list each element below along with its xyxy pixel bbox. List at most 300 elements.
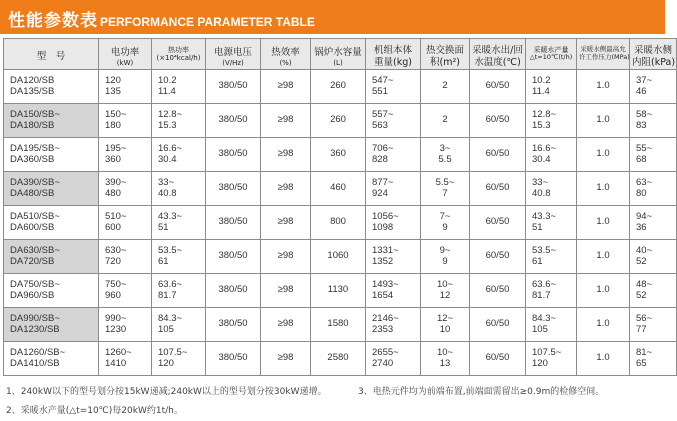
header-label: 型 号 xyxy=(36,50,66,62)
cell-line: 15.3 xyxy=(532,119,551,131)
col-header-weight xyxy=(366,39,421,70)
table-row xyxy=(4,206,677,240)
cell-max-pressure xyxy=(577,206,630,240)
cell-line: 48~ xyxy=(636,278,653,290)
cell-water-output xyxy=(526,70,577,104)
cell-weight xyxy=(366,138,421,172)
cell-line: 547~ xyxy=(372,74,394,86)
cell-resistance xyxy=(630,138,677,172)
cell-water-temp xyxy=(470,70,526,104)
cell-heat-power xyxy=(152,138,206,172)
cell-line: 10.2 xyxy=(158,74,177,86)
cell-line: 1580 xyxy=(327,318,349,330)
cell-line: 105 xyxy=(158,323,174,335)
table-header-row xyxy=(4,39,677,70)
cell-line: 120 xyxy=(105,74,121,86)
cell-max-pressure xyxy=(577,308,630,342)
cell-line: DA480/SB xyxy=(10,187,55,199)
cell-line: 11.4 xyxy=(158,85,176,97)
cell-line: DA960/SB xyxy=(10,289,55,301)
cell-line: 380/50 xyxy=(218,182,248,194)
cell-line: 53.5~ xyxy=(532,244,557,256)
col-header-exchange-area xyxy=(421,39,470,70)
header-label: 采暖水产量 xyxy=(533,46,569,55)
cell-max-pressure xyxy=(577,70,630,104)
cell-line: 61 xyxy=(158,255,169,267)
cell-line: 81.7 xyxy=(532,289,551,301)
cell-line: 60/50 xyxy=(485,114,510,126)
cell-line: 51 xyxy=(532,221,543,233)
cell-line: 11.4 xyxy=(532,85,550,97)
col-header-elec-power xyxy=(99,39,152,70)
cell-line: 36 xyxy=(636,221,647,233)
cell-line: 9 xyxy=(442,221,448,233)
cell-line: 52 xyxy=(636,289,647,301)
cell-resistance xyxy=(630,342,677,376)
cell-line: 81~ xyxy=(636,346,653,358)
cell-exchange-area xyxy=(421,308,470,342)
cell-line: 390~ xyxy=(105,176,127,188)
cell-line: 105 xyxy=(532,323,548,335)
cell-water-output xyxy=(526,342,577,376)
performance-table xyxy=(3,38,677,376)
cell-line: 800 xyxy=(330,216,346,228)
cell-line: 30.4 xyxy=(532,153,551,165)
cell-line: DA1230/SB xyxy=(10,323,60,335)
cell-line: 1.0 xyxy=(596,80,610,92)
cell-line: 80 xyxy=(636,187,647,199)
cell-efficiency xyxy=(261,70,311,104)
cell-line: 68 xyxy=(636,153,647,165)
cell-line: DA360/SB xyxy=(10,153,55,165)
cell-line: 40.8 xyxy=(532,187,551,199)
cell-heat-power xyxy=(152,274,206,308)
cell-line: 84.3~ xyxy=(158,312,183,324)
cell-line: DA135/SB xyxy=(10,85,55,97)
cell-line: DA180/SB xyxy=(10,119,55,131)
cell-water-output xyxy=(526,308,577,342)
cell-line: 61 xyxy=(532,255,543,267)
cell-line: 1.0 xyxy=(596,148,610,160)
cell-line: 1410 xyxy=(105,357,127,369)
cell-resistance xyxy=(630,274,677,308)
cell-heat-power xyxy=(152,240,206,274)
cell-efficiency xyxy=(261,308,311,342)
cell-heat-power xyxy=(152,70,206,104)
cell-line: DA1410/SB xyxy=(10,357,60,369)
cell-elec-power xyxy=(99,70,152,104)
cell-line: 16.6~ xyxy=(532,142,557,154)
table-row xyxy=(4,138,677,172)
cell-voltage xyxy=(206,104,261,138)
cell-water-volume xyxy=(311,172,366,206)
cell-line: 63.6~ xyxy=(158,278,183,290)
cell-line: 60/50 xyxy=(485,148,510,160)
cell-line: 10~ xyxy=(436,346,454,358)
cell-line: 2 xyxy=(442,80,448,92)
cell-line: 12.8~ xyxy=(158,108,183,120)
cell-line: 380/50 xyxy=(218,284,248,296)
header-label: 采暖水出/回 xyxy=(472,45,523,57)
cell-weight xyxy=(366,70,421,104)
header-unit: 水温度(℃) xyxy=(474,56,521,68)
cell-model xyxy=(4,342,99,376)
cell-heat-power xyxy=(152,342,206,376)
cell-water-temp xyxy=(470,240,526,274)
cell-line: DA120/SB xyxy=(10,74,55,86)
cell-model xyxy=(4,240,99,274)
cell-line: 9~ xyxy=(439,244,451,256)
cell-line: 60/50 xyxy=(485,250,510,262)
header-unit: △t=10℃(t/h) xyxy=(529,53,573,62)
cell-max-pressure xyxy=(577,240,630,274)
cell-elec-power xyxy=(99,172,152,206)
cell-line: 1493~ xyxy=(372,278,399,290)
cell-heat-power xyxy=(152,206,206,240)
cell-line: ≥98 xyxy=(277,284,294,296)
cell-resistance xyxy=(630,240,677,274)
cell-voltage xyxy=(206,342,261,376)
cell-water-volume xyxy=(311,206,366,240)
cell-water-temp xyxy=(470,274,526,308)
cell-water-output xyxy=(526,104,577,138)
header-unit: (L) xyxy=(333,59,343,68)
cell-efficiency xyxy=(261,138,311,172)
header-label: 采暖水侧 xyxy=(633,45,672,57)
col-header-water-output xyxy=(526,39,577,70)
cell-line: 1098 xyxy=(372,221,394,233)
cell-line: 380/50 xyxy=(218,352,248,364)
cell-efficiency xyxy=(261,342,311,376)
cell-line: 10~ xyxy=(436,278,454,290)
cell-elec-power xyxy=(99,138,152,172)
footnote-1: 1、240kW以下的型号划分按15kW递减;240kW以上的型号划分按30kW递增。 xyxy=(6,387,327,397)
cell-weight xyxy=(366,240,421,274)
cell-line: 1654 xyxy=(372,289,394,301)
header-label: 热效率 xyxy=(271,46,300,58)
title-bar xyxy=(0,0,665,34)
cell-water-volume xyxy=(311,104,366,138)
cell-line: 107.5~ xyxy=(158,346,188,358)
cell-line: 960 xyxy=(105,289,121,301)
cell-water-output xyxy=(526,274,577,308)
cell-line: 33~ xyxy=(158,176,175,188)
table-row xyxy=(4,308,677,342)
header-label: 热交换面 xyxy=(425,45,464,57)
cell-exchange-area xyxy=(421,206,470,240)
cell-model xyxy=(4,70,99,104)
cell-line: 720 xyxy=(105,255,121,267)
page-title xyxy=(8,6,315,31)
cell-line: 2580 xyxy=(327,352,349,364)
cell-line: 5.5 xyxy=(438,153,452,165)
cell-max-pressure xyxy=(577,342,630,376)
cell-water-output xyxy=(526,138,577,172)
header-label: 锅炉水容量 xyxy=(314,46,362,58)
cell-line: 7 xyxy=(442,187,448,199)
cell-line: 828 xyxy=(372,153,388,165)
cell-line: 9 xyxy=(442,255,448,267)
cell-model xyxy=(4,206,99,240)
col-header-water-volume xyxy=(311,39,366,70)
cell-exchange-area xyxy=(421,240,470,274)
cell-max-pressure xyxy=(577,138,630,172)
cell-line: 1.0 xyxy=(596,352,610,364)
cell-line: 380/50 xyxy=(218,250,248,262)
cell-line: 2146~ xyxy=(372,312,399,324)
col-header-efficiency xyxy=(261,39,311,70)
cell-heat-power xyxy=(152,308,206,342)
cell-line: 63~ xyxy=(636,176,653,188)
cell-line: 40~ xyxy=(636,244,653,256)
title-cn: 性能参数表 xyxy=(8,11,98,31)
cell-line: DA390/SB~ xyxy=(10,176,60,188)
cell-model xyxy=(4,274,99,308)
col-header-heat-power xyxy=(152,39,206,70)
cell-line: 56~ xyxy=(636,312,653,324)
cell-line: 15.3 xyxy=(158,119,177,131)
cell-line: 750~ xyxy=(105,278,127,290)
cell-line: 107.5~ xyxy=(532,346,562,358)
cell-line: 563 xyxy=(372,119,388,131)
cell-model xyxy=(4,172,99,206)
cell-line: DA750/SB~ xyxy=(10,278,60,290)
cell-resistance xyxy=(630,172,677,206)
cell-water-volume xyxy=(311,308,366,342)
cell-resistance xyxy=(630,308,677,342)
cell-line: 1260~ xyxy=(105,346,132,358)
cell-exchange-area xyxy=(421,274,470,308)
cell-line: 65 xyxy=(636,357,647,369)
cell-line: 1331~ xyxy=(372,244,399,256)
cell-water-volume xyxy=(311,138,366,172)
col-header-resistance xyxy=(630,39,677,70)
cell-elec-power xyxy=(99,274,152,308)
cell-line: 360 xyxy=(330,148,346,160)
cell-line: 120 xyxy=(158,357,174,369)
cell-line: 1.0 xyxy=(596,182,610,194)
cell-line: 12 xyxy=(439,289,451,301)
cell-weight xyxy=(366,172,421,206)
cell-line: 380/50 xyxy=(218,318,248,330)
cell-line: 16.6~ xyxy=(158,142,183,154)
table-row xyxy=(4,342,677,376)
cell-weight xyxy=(366,274,421,308)
cell-line: 60/50 xyxy=(485,216,510,228)
cell-line: 33~ xyxy=(532,176,549,188)
cell-model xyxy=(4,138,99,172)
cell-water-temp xyxy=(470,138,526,172)
cell-line: 380/50 xyxy=(218,114,248,126)
cell-voltage xyxy=(206,206,261,240)
cell-voltage xyxy=(206,138,261,172)
footnote-2: 2、采暖水产量(△t=10℃)每20kW约1t/h。 xyxy=(6,406,183,416)
cell-line: 13 xyxy=(439,357,451,369)
cell-line: 180 xyxy=(105,119,121,131)
cell-line: 77 xyxy=(636,323,647,335)
cell-water-temp xyxy=(470,104,526,138)
cell-line: DA600/SB xyxy=(10,221,55,233)
cell-line: 360 xyxy=(105,153,121,165)
cell-line: 2353 xyxy=(372,323,394,335)
cell-line: 52 xyxy=(636,255,647,267)
cell-line: ≥98 xyxy=(277,182,294,194)
cell-efficiency xyxy=(261,240,311,274)
cell-water-temp xyxy=(470,342,526,376)
cell-exchange-area xyxy=(421,172,470,206)
cell-heat-power xyxy=(152,172,206,206)
cell-line: 1130 xyxy=(327,284,349,296)
header-unit: (kW) xyxy=(116,59,134,68)
cell-line: 83 xyxy=(636,119,647,131)
header-label: 电源电压 xyxy=(213,46,252,58)
cell-line: 30.4 xyxy=(158,153,177,165)
cell-elec-power xyxy=(99,308,152,342)
cell-line: 63.6~ xyxy=(532,278,557,290)
cell-line: 460 xyxy=(330,182,346,194)
cell-line: 1.0 xyxy=(596,114,610,126)
cell-voltage xyxy=(206,172,261,206)
cell-line: ≥98 xyxy=(277,114,294,126)
cell-line: ≥98 xyxy=(277,250,294,262)
cell-line: ≥98 xyxy=(277,352,294,364)
cell-line: 600 xyxy=(105,221,121,233)
cell-line: ≥98 xyxy=(277,80,294,92)
cell-line: 195~ xyxy=(105,142,127,154)
cell-line: 10 xyxy=(439,323,451,335)
cell-line: 480 xyxy=(105,187,121,199)
cell-water-volume xyxy=(311,342,366,376)
cell-weight xyxy=(366,308,421,342)
cell-line: 1.0 xyxy=(596,250,610,262)
cell-elec-power xyxy=(99,342,152,376)
header-label: 电功率 xyxy=(110,46,140,58)
header-unit: 许工作压力(MPa) xyxy=(579,53,630,61)
cell-line: DA990/SB~ xyxy=(10,312,60,324)
cell-model xyxy=(4,308,99,342)
cell-line: 12.8~ xyxy=(532,108,557,120)
cell-line: 380/50 xyxy=(218,80,248,92)
cell-line: ≥98 xyxy=(277,318,294,330)
cell-line: 557~ xyxy=(372,108,394,120)
cell-resistance xyxy=(630,70,677,104)
header-label: 热功率 xyxy=(168,45,189,54)
cell-line: 43.3~ xyxy=(532,210,557,222)
cell-efficiency xyxy=(261,206,311,240)
cell-line: 53.5~ xyxy=(158,244,183,256)
cell-elec-power xyxy=(99,104,152,138)
col-header-voltage xyxy=(206,39,261,70)
cell-voltage xyxy=(206,274,261,308)
title-en: PERFORMANCE PARAMETER TABLE xyxy=(100,15,315,29)
header-unit: (V/Hz) xyxy=(222,59,244,68)
cell-line: 7~ xyxy=(439,210,451,222)
cell-exchange-area xyxy=(421,138,470,172)
cell-line: 706~ xyxy=(372,142,394,154)
cell-line: 10.2 xyxy=(532,74,551,86)
cell-max-pressure xyxy=(577,274,630,308)
header-unit: 重量(kg) xyxy=(374,56,412,68)
col-header-max-pressure xyxy=(577,39,630,70)
cell-water-output xyxy=(526,172,577,206)
cell-water-output xyxy=(526,240,577,274)
cell-line: 60/50 xyxy=(485,284,510,296)
cell-line: 1056~ xyxy=(372,210,399,222)
cell-line: 1.0 xyxy=(596,216,610,228)
cell-line: 1060 xyxy=(327,250,349,262)
cell-line: 51 xyxy=(158,221,169,233)
cell-line: 94~ xyxy=(636,210,653,222)
header-unit: 积(m²) xyxy=(430,56,460,68)
cell-line: DA1260/SB~ xyxy=(10,346,66,358)
cell-water-temp xyxy=(470,308,526,342)
cell-line: 380/50 xyxy=(218,148,248,160)
cell-line: 43.3~ xyxy=(158,210,183,222)
cell-line: 40.8 xyxy=(158,187,177,199)
table-row xyxy=(4,240,677,274)
cell-weight xyxy=(366,342,421,376)
cell-water-volume xyxy=(311,70,366,104)
cell-line: ≥98 xyxy=(277,148,294,160)
table-body xyxy=(4,70,677,376)
cell-efficiency xyxy=(261,104,311,138)
cell-line: 510~ xyxy=(105,210,127,222)
cell-weight xyxy=(366,206,421,240)
cell-line: 1.0 xyxy=(596,284,610,296)
footnote-3: 3、电热元件均为前端布置,前端面需留出≥0.9m的检修空间。 xyxy=(358,387,605,397)
table-row xyxy=(4,172,677,206)
cell-efficiency xyxy=(261,274,311,308)
cell-exchange-area xyxy=(421,342,470,376)
cell-line: 551 xyxy=(372,85,388,97)
cell-heat-power xyxy=(152,104,206,138)
cell-line: 120 xyxy=(532,357,548,369)
cell-line: 60/50 xyxy=(485,80,510,92)
cell-max-pressure xyxy=(577,172,630,206)
cell-line: 60/50 xyxy=(485,182,510,194)
cell-line: 260 xyxy=(330,80,346,92)
cell-line: 924 xyxy=(372,187,388,199)
cell-line: 60/50 xyxy=(485,352,510,364)
cell-resistance xyxy=(630,206,677,240)
cell-model xyxy=(4,104,99,138)
col-header-model xyxy=(4,39,99,70)
cell-line: DA630/SB~ xyxy=(10,244,60,256)
table-row xyxy=(4,274,677,308)
cell-line: 990~ xyxy=(105,312,127,324)
cell-voltage xyxy=(206,308,261,342)
col-header-water-temp xyxy=(470,39,526,70)
cell-efficiency xyxy=(261,172,311,206)
cell-line: 81.7 xyxy=(158,289,177,301)
cell-line: 1230 xyxy=(105,323,127,335)
cell-line: DA720/SB xyxy=(10,255,55,267)
cell-line: 46 xyxy=(636,85,647,97)
cell-line: 1.0 xyxy=(596,318,610,330)
cell-line: 1352 xyxy=(372,255,394,267)
cell-line: 2 xyxy=(442,114,448,126)
cell-weight xyxy=(366,104,421,138)
header-unit: (×10⁴kcal/h) xyxy=(156,54,201,62)
cell-line: 12~ xyxy=(436,312,454,324)
cell-max-pressure xyxy=(577,104,630,138)
cell-voltage xyxy=(206,70,261,104)
cell-line: 5.5~ xyxy=(435,176,455,188)
cell-line: 135 xyxy=(105,85,121,97)
cell-water-output xyxy=(526,206,577,240)
cell-elec-power xyxy=(99,240,152,274)
cell-line: 58~ xyxy=(636,108,653,120)
